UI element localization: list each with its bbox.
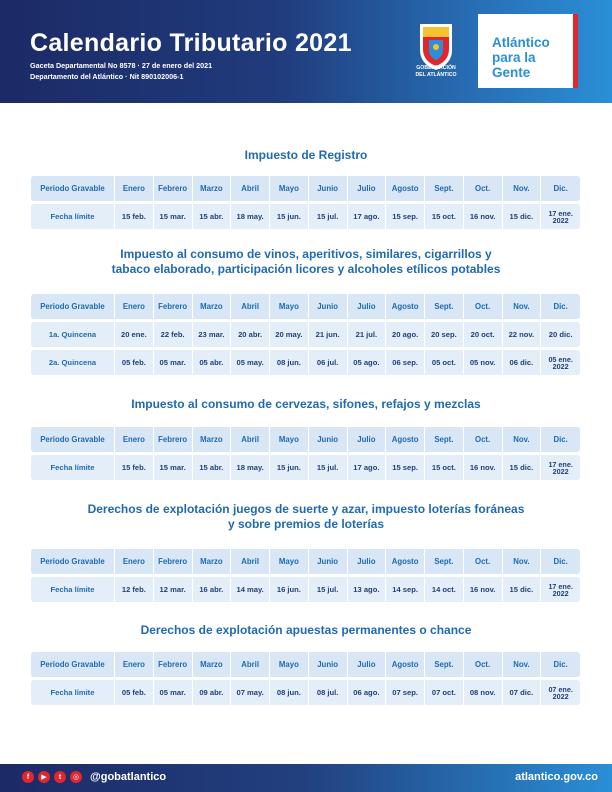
section-title: Derechos de explotación apuestas permanentes o chance [140, 623, 472, 637]
column-header-month: Abril [231, 294, 270, 319]
row-label: Fecha límite [31, 204, 115, 229]
column-header-month: Sept. [425, 427, 464, 452]
deadline-cell: 15 oct. [425, 204, 464, 229]
deadline-cell: 14 oct. [425, 577, 464, 602]
table-row [31, 577, 580, 602]
column-header-month: Agosto [386, 427, 425, 452]
table-row [31, 455, 580, 480]
deadline-cell: 07 ene. 2022 [548, 684, 573, 701]
deadline-cell: 05 oct. [425, 350, 464, 375]
deadline-cell: 15 feb. [115, 455, 154, 480]
column-header-month: Sept. [425, 652, 464, 677]
facebook-icon[interactable]: f [22, 771, 34, 783]
deadline-cell: 05 ago. [348, 350, 387, 375]
deadline-cell: 05 mar. [154, 680, 193, 705]
column-header-month: Abril [231, 549, 270, 574]
deadline-cell: 05 feb. [115, 350, 154, 375]
column-header-month: Marzo [193, 652, 232, 677]
column-header-month: Mayo [270, 652, 309, 677]
deadline-cell: 07 oct. [425, 680, 464, 705]
column-header-month: Oct. [464, 294, 503, 319]
column-header-month: Agosto [386, 176, 425, 201]
column-header-month: Junio [309, 427, 348, 452]
deadline-cell: 15 dic. [503, 577, 542, 602]
column-header-month: Febrero [154, 427, 193, 452]
deadline-cell: 08 jun. [270, 680, 309, 705]
deadline-cell: 12 feb. [115, 577, 154, 602]
column-header-period: Periodo Gravable [31, 176, 115, 201]
column-header-month: Sept. [425, 549, 464, 574]
deadline-cell: 20 ene. [115, 322, 154, 347]
column-header-month: Agosto [386, 549, 425, 574]
page-footer [0, 764, 612, 792]
row-label: 1a. Quincena [31, 322, 115, 347]
column-header-month: Nov. [503, 549, 542, 574]
deadline-cell: 17 ene. 2022 [548, 459, 573, 476]
deadline-cell: 22 feb. [154, 322, 193, 347]
deadline-cell: 05 mar. [154, 350, 193, 375]
deadline-cell: 16 nov. [464, 577, 503, 602]
deadline-cell: 20 may. [270, 322, 309, 347]
deadline-cell: 15 jun. [270, 204, 309, 229]
column-header-month: Julio [348, 176, 387, 201]
calendar-table [31, 652, 580, 708]
deadline-cell: 06 ago. [348, 680, 387, 705]
deadline-cell: 14 may. [231, 577, 270, 602]
page-title: Calendario Tributario 2021 [30, 29, 352, 57]
deadline-cell: 14 sep. [386, 577, 425, 602]
column-header-month: Dic. [553, 302, 568, 311]
deadline-cell: 15 abr. [193, 204, 232, 229]
column-header-month: Dic. [553, 660, 568, 669]
deadline-cell: 15 jun. [270, 455, 309, 480]
deadline-cell: 15 oct. [425, 455, 464, 480]
table-row [31, 680, 580, 705]
deadline-cell: 06 dic. [503, 350, 542, 375]
deadline-cell: 23 mar. [193, 322, 232, 347]
column-header-month: Dic. [553, 557, 568, 566]
deadline-cell: 15 mar. [154, 204, 193, 229]
column-header-month: Junio [309, 549, 348, 574]
deadline-cell: 15 jul. [309, 455, 348, 480]
column-header-month: Marzo [193, 294, 232, 319]
column-header-month: Abril [231, 176, 270, 201]
deadline-cell: 15 feb. [115, 204, 154, 229]
section-title: Impuesto al consumo de vinos, aperitivos, similares, cigarrillos y tabaco elaborado, participación licores y alcoholes etílicos potables [111, 247, 501, 276]
column-header-month: Nov. [503, 427, 542, 452]
slogan-logo [478, 14, 578, 88]
column-header-month: Oct. [464, 549, 503, 574]
column-header-month: Febrero [154, 176, 193, 201]
gazette-info: Gaceta Departamental No 8578 · 27 de enero del 2021 [30, 61, 213, 70]
deadline-cell: 05 ene. 2022 [548, 354, 573, 371]
column-header-month: Sept. [425, 294, 464, 319]
twitter-icon[interactable]: t [54, 771, 66, 783]
table-header-row [31, 294, 580, 319]
column-header-month: Dic. [553, 435, 568, 444]
deadline-cell: 17 ene. 2022 [548, 208, 573, 225]
slogan-text: Atlántico [492, 35, 550, 50]
deadline-cell: 16 nov. [464, 455, 503, 480]
column-header-month: Julio [348, 427, 387, 452]
column-header-month: Nov. [503, 176, 542, 201]
column-header-month: Oct. [464, 652, 503, 677]
social-handle[interactable]: @gobatlantico [90, 771, 167, 783]
deadline-cell: 13 ago. [348, 577, 387, 602]
column-header-month: Enero [115, 427, 154, 452]
deadline-cell: 17 ago. [348, 455, 387, 480]
row-label: Fecha límite [31, 577, 115, 602]
deadline-cell: 20 dic. [548, 330, 573, 339]
section-title: Impuesto al consumo de cervezas, sifones, refajos y mezclas [131, 397, 481, 411]
column-header-month: Julio [348, 549, 387, 574]
deadline-cell: 21 jun. [309, 322, 348, 347]
table-header-row [31, 176, 580, 201]
column-header-month: Julio [348, 652, 387, 677]
column-header-month: Marzo [193, 176, 232, 201]
column-header-month: Nov. [503, 294, 542, 319]
deadline-cell: 15 abr. [193, 455, 232, 480]
column-header-month: Agosto [386, 294, 425, 319]
column-header-month: Mayo [270, 549, 309, 574]
deadline-cell: 07 may. [231, 680, 270, 705]
column-header-month: Febrero [154, 549, 193, 574]
deadline-cell: 08 jul. [309, 680, 348, 705]
deadline-cell: 20 sep. [425, 322, 464, 347]
deadline-cell: 17 ago. [348, 204, 387, 229]
deadline-cell: 09 abr. [193, 680, 232, 705]
section-title: Derechos de explotación juegos de suerte y azar, impuesto loterías foráneas y sobre premios de loterías [87, 502, 525, 531]
column-header-month: Oct. [464, 427, 503, 452]
page-header [0, 0, 612, 103]
calendar-table [31, 427, 580, 483]
column-header-month: Abril [231, 652, 270, 677]
calendar-table [31, 294, 580, 378]
column-header-month: Dic. [553, 184, 568, 193]
column-header-month: Abril [231, 427, 270, 452]
deadline-cell: 12 mar. [154, 577, 193, 602]
deadline-cell: 08 jun. [270, 350, 309, 375]
calendar-table [31, 549, 580, 605]
deadline-cell: 18 may. [231, 204, 270, 229]
deadline-cell: 20 oct. [464, 322, 503, 347]
deadline-cell: 07 dic. [503, 680, 542, 705]
deadline-cell: 20 ago. [386, 322, 425, 347]
deadline-cell: 05 feb. [115, 680, 154, 705]
deadline-cell: 05 nov. [464, 350, 503, 375]
table-row [31, 204, 580, 229]
deadline-cell: 16 abr. [193, 577, 232, 602]
slogan-text: para la [492, 50, 536, 65]
deadline-cell: 15 mar. [154, 455, 193, 480]
column-header-month: Sept. [425, 176, 464, 201]
website-link[interactable]: atlantico.gov.co [515, 771, 598, 783]
deadline-cell: 21 jul. [348, 322, 387, 347]
deadline-cell: 06 sep. [386, 350, 425, 375]
table-row [31, 350, 580, 375]
deadline-cell: 15 dic. [503, 455, 542, 480]
column-header-month: Oct. [464, 176, 503, 201]
column-header-month: Julio [348, 294, 387, 319]
column-header-month: Enero [115, 176, 154, 201]
column-header-month: Mayo [270, 176, 309, 201]
deadline-cell: 06 jul. [309, 350, 348, 375]
gov-logo-text: GOBERNACIÓN [416, 65, 456, 71]
deadline-cell: 22 nov. [503, 322, 542, 347]
column-header-month: Marzo [193, 549, 232, 574]
deadline-cell: 20 abr. [231, 322, 270, 347]
column-header-month: Enero [115, 294, 154, 319]
deadline-cell: 15 dic. [503, 204, 542, 229]
row-label: 2a. Quincena [31, 350, 115, 375]
deadline-cell: 15 sep. [386, 204, 425, 229]
column-header-month: Junio [309, 176, 348, 201]
deadline-cell: 16 jun. [270, 577, 309, 602]
deadline-cell: 05 may. [231, 350, 270, 375]
instagram-icon[interactable]: ◎ [70, 771, 82, 783]
row-label: Fecha límite [31, 455, 115, 480]
table-header-row [31, 427, 580, 452]
deadline-cell: 16 nov. [464, 204, 503, 229]
department-info: Departamento del Atlántico · Nit 890102006-1 [30, 72, 184, 81]
column-header-month: Febrero [154, 294, 193, 319]
column-header-month: Mayo [270, 294, 309, 319]
column-header-month: Mayo [270, 427, 309, 452]
deadline-cell: 17 ene. 2022 [548, 581, 573, 598]
deadline-cell: 18 may. [231, 455, 270, 480]
deadline-cell: 15 sep. [386, 455, 425, 480]
deadline-cell: 08 nov. [464, 680, 503, 705]
youtube-icon[interactable]: ▶ [38, 771, 50, 783]
column-header-month: Enero [115, 549, 154, 574]
column-header-period: Periodo Gravable [31, 294, 115, 319]
column-header-month: Febrero [154, 652, 193, 677]
column-header-period: Periodo Gravable [31, 549, 115, 574]
row-label: Fecha límite [31, 680, 115, 705]
gov-logo-text: DEL ATLÁNTICO [415, 72, 457, 78]
column-header-month: Junio [309, 652, 348, 677]
column-header-month: Nov. [503, 652, 542, 677]
slogan-text: Gente [492, 65, 531, 80]
column-header-period: Periodo Gravable [31, 427, 115, 452]
column-header-month: Junio [309, 294, 348, 319]
table-header-row [31, 652, 580, 677]
section-title: Impuesto de Registro [244, 148, 368, 162]
calendar-table [31, 176, 580, 232]
deadline-cell: 15 jul. [309, 204, 348, 229]
table-header-row [31, 549, 580, 574]
column-header-period: Periodo Gravable [31, 652, 115, 677]
column-header-month: Agosto [386, 652, 425, 677]
deadline-cell: 05 abr. [193, 350, 232, 375]
deadline-cell: 15 jul. [309, 577, 348, 602]
column-header-month: Marzo [193, 427, 232, 452]
table-row [31, 322, 580, 347]
column-header-month: Enero [115, 652, 154, 677]
deadline-cell: 07 sep. [386, 680, 425, 705]
